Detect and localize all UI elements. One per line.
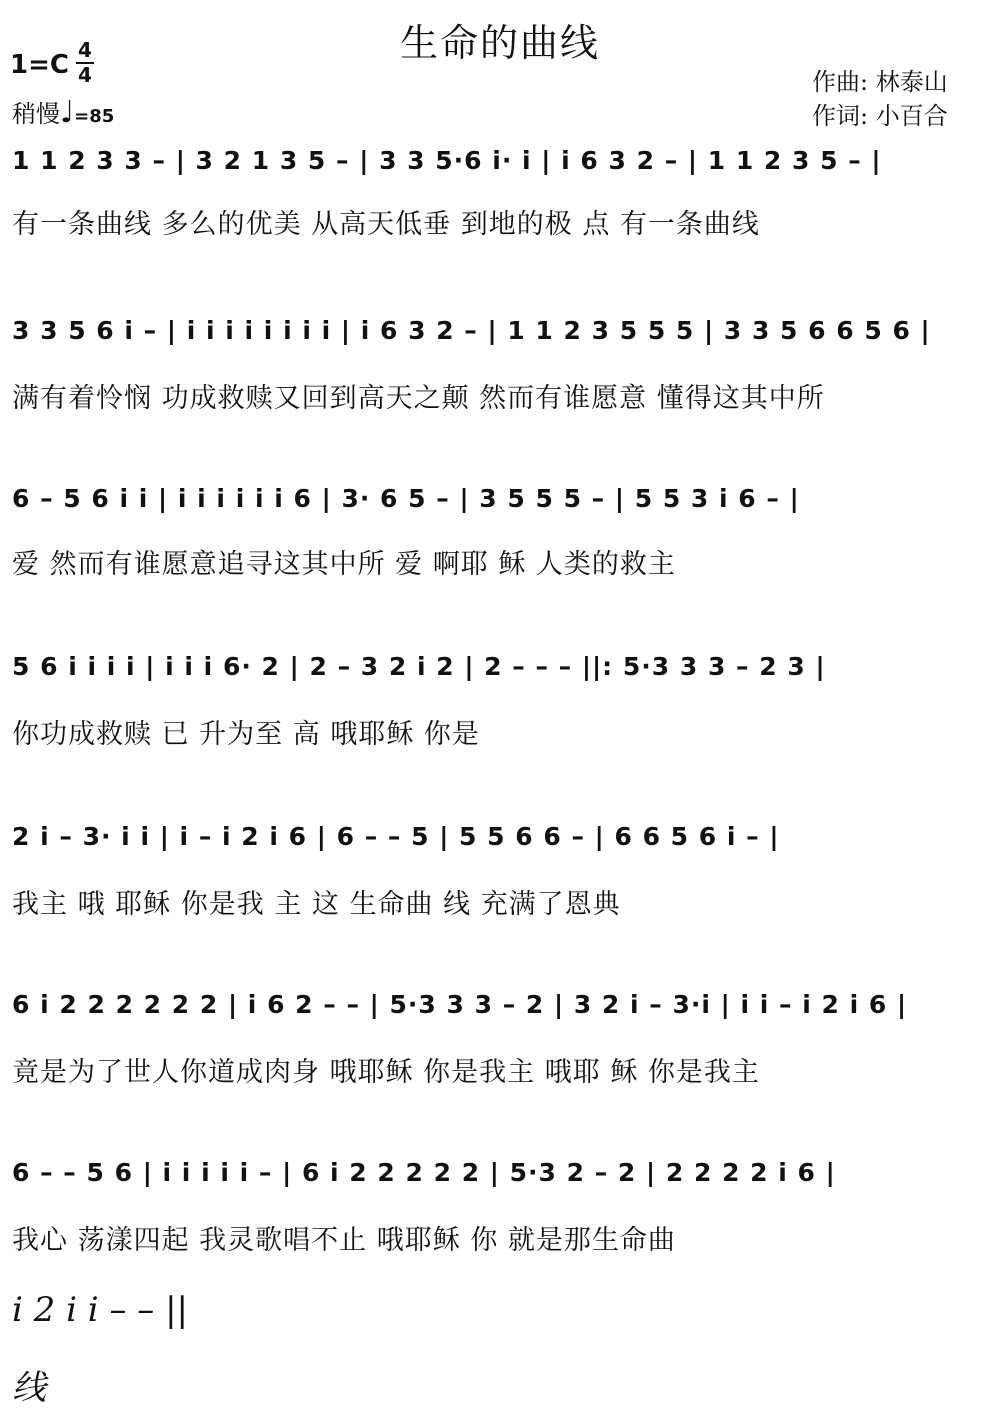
lyric-row-5: 我主 哦 耶稣 你是我 主 这 生命曲 线 充满了恩典 xyxy=(12,889,621,920)
quarter-note-icon: ♩ xyxy=(60,95,75,130)
notation-row-5: 2 i – 3· i i | i – i 2 i 6 | 6 – – 5 | 5 5 6 6 – | 6 6 5 6 i – | xyxy=(12,822,780,851)
ending-notation: i 2 i i – – || xyxy=(12,1290,189,1330)
lyric-row-6: 竟是为了世人你道成肉身 哦耶稣 你是我主 哦耶 稣 你是我主 xyxy=(12,1057,760,1088)
lyricist-credit: 作词: 小百合 xyxy=(812,102,948,130)
lyric-row-1: 有一条曲线 多么的优美 从高天低垂 到地的极 点 有一条曲线 xyxy=(12,209,760,240)
lyric-row-3: 爱 然而有谁愿意追寻这其中所 爱 啊耶 稣 人类的救主 xyxy=(12,549,676,580)
tempo-marking xyxy=(12,94,114,130)
notation-row-1: 1 1 2 3 3 – | 3 2 1 3 5 – | 3 3 5·6 i· i | i 6 3 2 – | 1 1 2 3 5 – | xyxy=(12,146,882,175)
notation-row-6: 6 i 2 2 2 2 2 2 | i 6 2 – – | 5·3 3 3 – 2 | 3 2 i – 3·i | i i – i 2 i 6 | xyxy=(12,990,908,1019)
time-signature xyxy=(76,40,94,86)
notation-row-4: 5 6 i i i i | i i i 6· 2 | 2 – 3 2 i 2 | 2 – – – ||: 5·3 3 3 – 2 3 | xyxy=(12,652,826,681)
notation-row-3: 6 – 5 6 i i | i i i i i i 6 | 3· 6 5 – | 3 5 5 5 – | 5 5 3 i 6 – | xyxy=(12,484,800,513)
notation-row-2: 3 3 5 6 i – | i i i i i i i i | i 6 3 2 – | 1 1 2 3 5 5 5 | 3 3 5 6 6 5 6 | xyxy=(12,316,931,345)
tempo-bpm: =85 xyxy=(74,106,115,127)
key-signature: 1=C xyxy=(10,50,69,80)
song-title: 生命的曲线 xyxy=(399,21,600,65)
lyric-row-4: 你功成救赎 已 升为至 高 哦耶稣 你是 xyxy=(12,719,480,750)
time-signature-bottom: 4 xyxy=(78,63,92,87)
tempo-word: 稍慢 xyxy=(12,100,60,128)
notation-row-7: 6 – – 5 6 | i i i i i – | 6 i 2 2 2 2 2 | 5·3 2 – 2 | 2 2 2 2 i 6 | xyxy=(12,1158,836,1187)
lyric-row-2: 满有着怜悯 功成救赎又回到高天之颠 然而有谁愿意 懂得这其中所 xyxy=(12,383,825,414)
composer-credit: 作曲: 林泰山 xyxy=(812,68,948,96)
time-signature-top: 4 xyxy=(78,38,92,62)
ending-lyric: 线 xyxy=(12,1368,46,1408)
lyric-row-7: 我心 荡漾四起 我灵歌唱不止 哦耶稣 你 就是那生命曲 xyxy=(12,1225,676,1256)
